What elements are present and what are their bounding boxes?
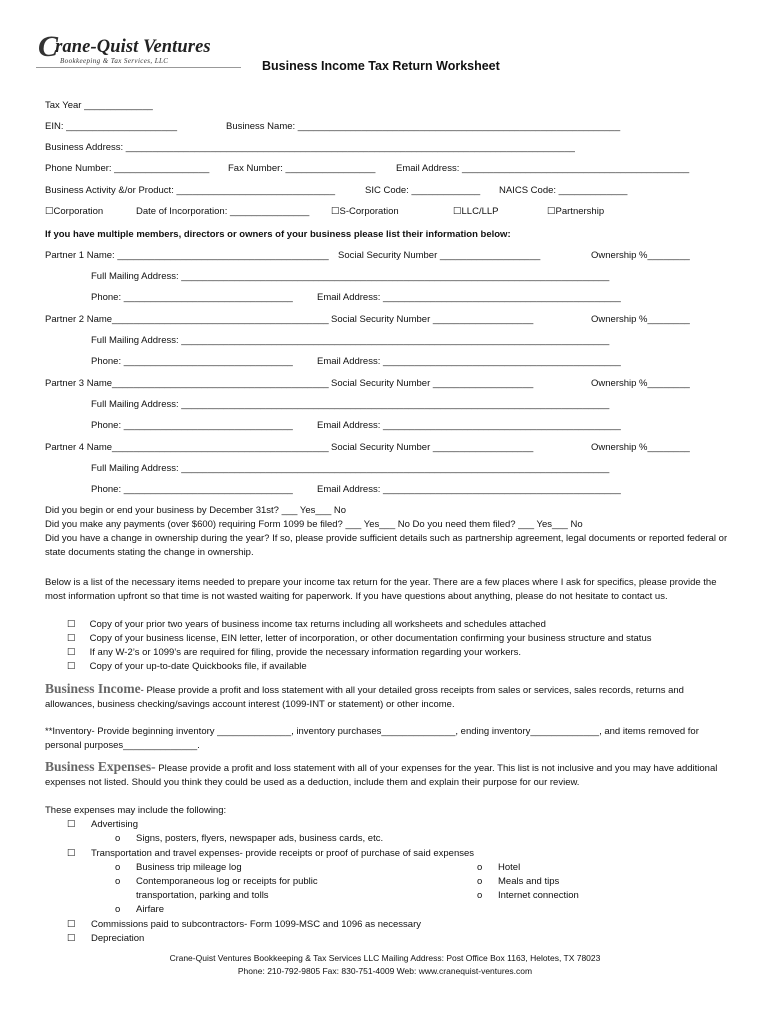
partner-1-ssn-field[interactable]: Social Security Number ___________________ (338, 250, 541, 261)
corporation-checkbox[interactable]: ☐Corporation (45, 206, 104, 217)
expense-advertising-sub: Signs, posters, flyers, newspaper ads, business cards, etc. (136, 833, 384, 844)
expense-transportation: Transportation and travel expenses- provide receipts or proof of purchase of said expenses (91, 848, 475, 859)
partner-1-ownership-field[interactable]: Ownership %________ (591, 250, 690, 261)
bullet-icon: o (477, 876, 483, 887)
ownership-change-question: Did you have a change in ownership during the year? If so, please provide sufficient details such as partnership agreement, legal documents or reported federal or state documents stating the change in ownership. (45, 533, 728, 559)
bullet-icon: o (115, 833, 121, 844)
partner-3-ssn-field[interactable]: Social Security Number ___________________ (331, 378, 534, 389)
business-begin-end-question[interactable]: Did you begin or end your business by December 31st? ___ Yes___ No (45, 505, 347, 516)
checkbox-icon: ☐ (67, 933, 76, 944)
inventory-paragraph: **Inventory- Provide beginning inventory ______________, inventory purchases______________, ending inventory_____________, and items removed for personal purposes______________. (45, 726, 699, 752)
checklist-item: ☐ If any W-2’s or 1099’s are required for filing, provide the necessary information regarding your workers. (67, 647, 522, 658)
logo-divider (36, 67, 241, 68)
fax-field[interactable]: Fax Number: _________________ (228, 163, 376, 174)
s-corporation-checkbox[interactable]: ☐S-Corporation (331, 206, 399, 217)
business-activity-field[interactable]: Business Activity &/or Product: ______________________________ (45, 185, 335, 196)
partner-3-mailing-field[interactable]: Full Mailing Address: _________________________________________________________________________________ (91, 399, 610, 410)
logo-tagline: Bookkeeping & Tax Services, LLC (60, 57, 169, 65)
partner-4-email-field[interactable]: Email Address: _____________________________________________ (317, 484, 621, 495)
expense-internet: Internet connection (498, 890, 579, 901)
partner-3-name-field[interactable]: Partner 3 Name_________________________________________ (45, 378, 329, 389)
phone-field[interactable]: Phone Number: __________________ (45, 163, 210, 174)
logo-name: rane-Quist Ventures (55, 37, 211, 57)
expense-contemporaneous: Contemporaneous log or receipts for public (136, 876, 318, 887)
partner-2-email-field[interactable]: Email Address: _____________________________________________ (317, 356, 621, 367)
partner-4-name-field[interactable]: Partner 4 Name_________________________________________ (45, 442, 329, 453)
expenses-intro: These expenses may include the following: (45, 805, 227, 816)
bullet-icon: o (477, 890, 483, 901)
footer-contact: Phone: 210-792-9805 Fax: 830-751-4009 Web: www.cranequist-ventures.com (237, 966, 533, 976)
partner-3-ownership-field[interactable]: Ownership %________ (591, 378, 690, 389)
bullet-icon: o (115, 876, 121, 887)
expense-commissions: Commissions paid to subcontractors- Form 1099-MSC and 1096 as necessary (91, 919, 422, 930)
checkbox-icon: ☐ (67, 633, 76, 644)
partner-2-ssn-field[interactable]: Social Security Number ___________________ (331, 314, 534, 325)
tax-year-field[interactable]: Tax Year _____________ (45, 100, 153, 111)
sic-code-field[interactable]: SIC Code: _____________ (365, 185, 481, 196)
partner-2-mailing-field[interactable]: Full Mailing Address: _________________________________________________________________________________ (91, 335, 610, 346)
partnership-checkbox[interactable]: ☐Partnership (547, 206, 605, 217)
intro-paragraph: Below is a list of the necessary items needed to prepare your income tax return for the year. There are a few places where I ask for specifics, please provide the most information upfront so that time is not wasted waiting for paperwork. If you have questions about anything, please do not hesitate to contact us. (45, 577, 717, 603)
checkbox-icon: ☐ (67, 819, 76, 830)
checklist-item: ☐ Copy of your business license, EIN letter, letter of incorporation, or other documentation confirming your business structure and status (67, 633, 652, 644)
expense-contemporaneous-cont: transportation, parking and tolls (136, 890, 269, 901)
partner-4-phone-field[interactable]: Phone: ________________________________ (91, 484, 293, 495)
partner-4-ownership-field[interactable]: Ownership %________ (591, 442, 690, 453)
business-income-heading: Business Income (45, 681, 141, 696)
partner-1-phone-field[interactable]: Phone: ________________________________ (91, 292, 293, 303)
bullet-icon: o (477, 862, 483, 873)
expense-hotel: Hotel (498, 862, 521, 873)
partner-1-mailing-field[interactable]: Full Mailing Address: _________________________________________________________________________________ (91, 271, 610, 282)
ein-field[interactable]: EIN: _____________________ (45, 121, 178, 132)
partner-2-ownership-field[interactable]: Ownership %________ (591, 314, 690, 325)
checkbox-icon: ☐ (67, 619, 76, 630)
business-expenses-heading: Business Expenses- (45, 759, 156, 774)
form-1099-question[interactable]: Did you make any payments (over $600) requiring Form 1099 be filed? ___ Yes___ No Do you need them filed? ___ Yes___ No (45, 519, 583, 530)
checklist-item: ☐ Copy of your prior two years of business income tax returns including all worksheets and schedules attached (67, 619, 546, 630)
business-income-text: - Please provide a profit and loss statement with all your detailed gross receipts from sales or services, sales records, returns and allowances, business checking/savings account interest (1099-INT or statement) or other income. (45, 685, 684, 711)
expense-airfare: Airfare (136, 904, 164, 915)
members-heading: If you have multiple members, directors or owners of your business please list their information below: (45, 229, 511, 240)
partner-1-email-field[interactable]: Email Address: _____________________________________________ (317, 292, 621, 303)
bullet-icon: o (115, 862, 121, 873)
partner-1-name-field[interactable]: Partner 1 Name: ________________________________________ (45, 250, 329, 261)
checkbox-icon: ☐ (67, 848, 76, 859)
page-title: Business Income Tax Return Worksheet (262, 59, 500, 73)
expense-advertising: Advertising (91, 819, 138, 830)
llc-checkbox[interactable]: ☐LLC/LLP (453, 206, 499, 217)
business-expenses-text: Please provide a profit and loss statement with all of your expenses for the year. This list is not inclusive and you may have additional expenses not listed. Should you think they could be used as a deduction, include them and explain their purpose for our review. (45, 763, 718, 789)
business-income-section (45, 682, 735, 713)
partner-4-ssn-field[interactable]: Social Security Number ___________________ (331, 442, 534, 453)
date-of-incorporation-field[interactable]: Date of Incorporation: _______________ (136, 206, 310, 217)
checklist-item: ☐ Copy of your up-to-date Quickbooks file, if available (67, 661, 307, 672)
expense-depreciation: Depreciation (91, 933, 145, 944)
business-name-field[interactable]: Business Name: _____________________________________________________________ (226, 121, 621, 132)
business-address-field[interactable]: Business Address: _____________________________________________________________________________________ (45, 142, 575, 153)
checkbox-icon: ☐ (67, 647, 76, 658)
bullet-icon: o (115, 904, 121, 915)
checkbox-icon: ☐ (67, 661, 76, 672)
business-expenses-section (45, 760, 735, 791)
partner-3-email-field[interactable]: Email Address: _____________________________________________ (317, 420, 621, 431)
partner-2-phone-field[interactable]: Phone: ________________________________ (91, 356, 293, 367)
partner-4-mailing-field[interactable]: Full Mailing Address: _________________________________________________________________________________ (91, 463, 610, 474)
checkbox-icon: ☐ (67, 919, 76, 930)
partner-3-phone-field[interactable]: Phone: ________________________________ (91, 420, 293, 431)
partner-2-name-field[interactable]: Partner 2 Name_________________________________________ (45, 314, 329, 325)
email-field[interactable]: Email Address: ___________________________________________ (396, 163, 690, 174)
expense-meals: Meals and tips (498, 876, 560, 887)
logo-initial: C (38, 30, 59, 63)
naics-code-field[interactable]: NAICS Code: _____________ (499, 185, 628, 196)
footer-address: Crane-Quist Ventures Bookkeeping & Tax Services LLC Mailing Address: Post Office Box 1163, Helotes, TX 78023 (169, 953, 601, 963)
expense-mileage: Business trip mileage log (136, 862, 242, 873)
